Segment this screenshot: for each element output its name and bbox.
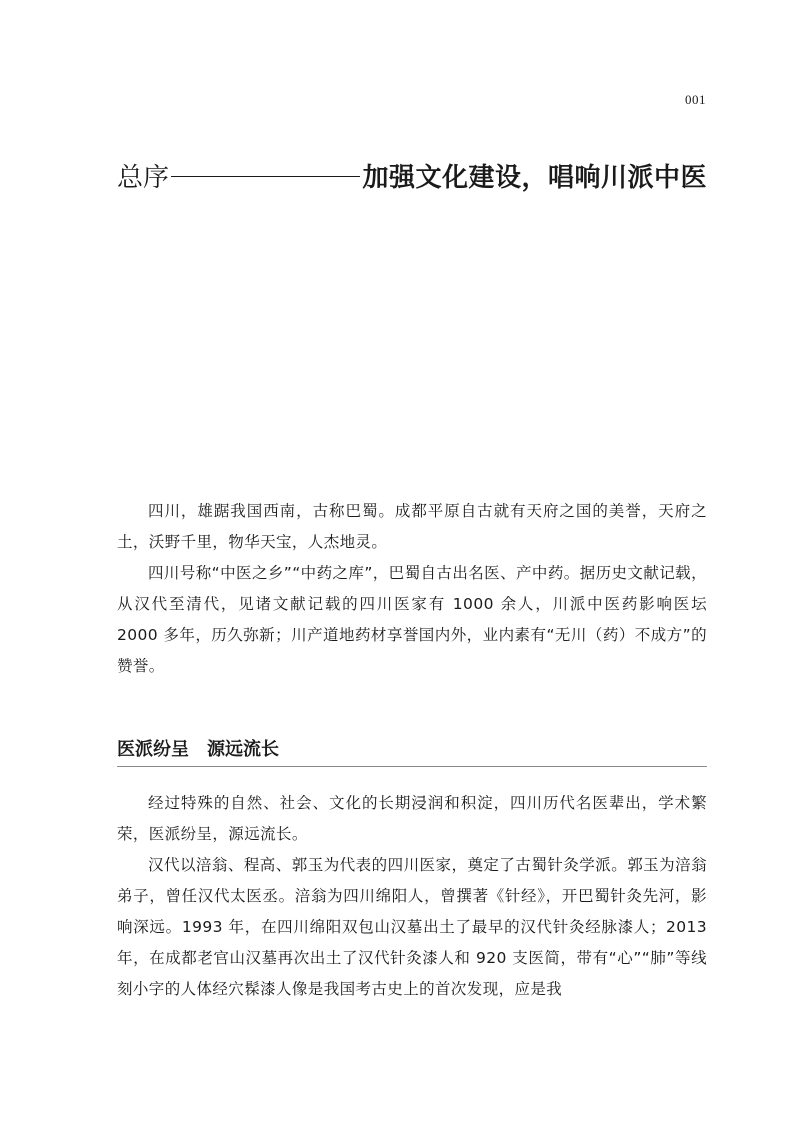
page-title xyxy=(117,155,707,195)
section-text xyxy=(117,788,707,1005)
paragraph: 经过特殊的自然、社会、文化的长期浸润和积淀，四川历代名医辈出，学术繁荣，医派纷呈，源远流长。 xyxy=(117,794,707,843)
title-rule xyxy=(171,176,360,177)
intro-text xyxy=(117,496,707,682)
title-prefix: 总序 xyxy=(117,162,170,193)
paragraph: 四川，雄踞我国西南，古称巴蜀。成都平原自古就有天府之国的美誉，天府之土，沃野千里，物华天宝，人杰地灵。 xyxy=(117,502,707,551)
paragraph: 四川号称“中医之乡”“中药之库”，巴蜀自古出名医、产中药。据历史文献记载，从汉代至清代，见诸文献记载的四川医家有 1000 余人，川派中医药影响医坛 2000 多年，历久弥新；川产道地药材享誉国内外，业内素有“无川（药）不成方”的赞誉。 xyxy=(117,564,707,675)
page-number: 001 xyxy=(685,92,706,107)
section-heading: 医派纷呈 源远流长 xyxy=(117,737,707,767)
title-main: 加强文化建设，唱响川派中医 xyxy=(362,162,707,193)
paragraph: 汉代以涪翁、程高、郭玉为代表的四川医家，奠定了古蜀针灸学派。郭玉为涪翁弟子，曾任汉代太医丞。涪翁为四川绵阳人，曾撰著《针经》，开巴蜀针灸先河，影响深远。1993 年，在四川绵阳双包山汉墓出土了最早的汉代针灸经脉漆人；2013 年，在成都老官山汉墓再次出土了汉代针灸漆人和 920 支医简，带有“心”“肺”等线刻小字的人体经穴髹漆人像是我国考古史上的首次发现，应是我 xyxy=(117,856,707,998)
